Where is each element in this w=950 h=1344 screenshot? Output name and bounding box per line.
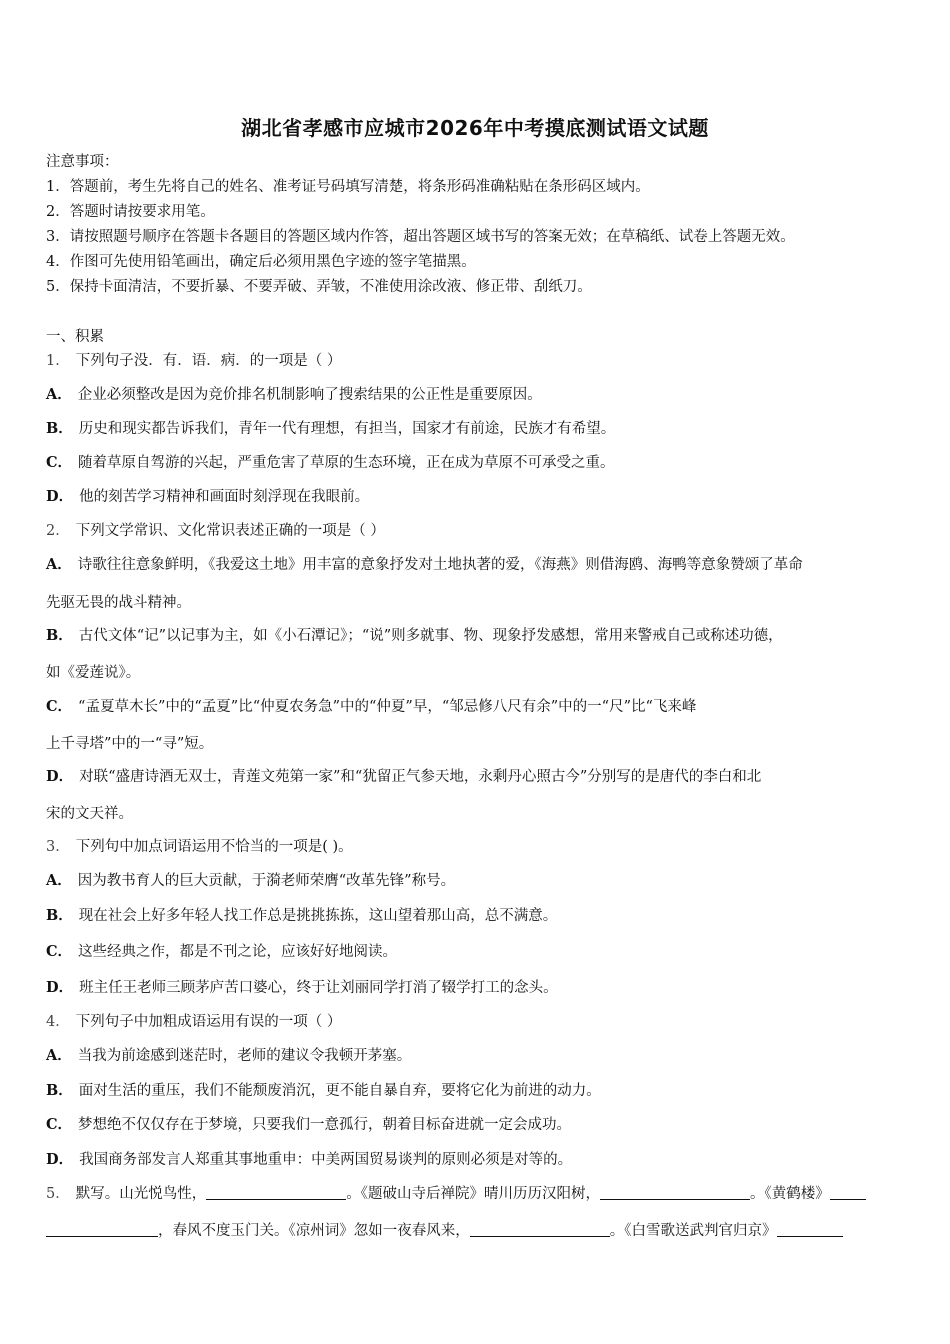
question-number: 1． xyxy=(46,353,70,369)
option-d: D． 班主任王老师三顾茅庐苦口婆心，终于让刘丽同学打消了辍学打工的念头。 xyxy=(46,979,558,996)
option-b-cont: 如《爱莲说》。 xyxy=(46,665,141,681)
page-title: 湖北省孝感市应城市2026年中考摸底测试语文试题 xyxy=(241,116,709,140)
section-heading: 一、积累 xyxy=(46,329,104,345)
question-number: 2． xyxy=(46,523,70,539)
question-number: 4． xyxy=(46,1014,70,1030)
notice-heading: 注意事项： xyxy=(46,154,119,170)
option-d: D． 我国商务部发言人郑重其事地重申：中美两国贸易谈判的原则必须是对等的。 xyxy=(46,1151,573,1168)
question-cont: ，春风不度玉门关。《凉州词》忽如一夜春风来， 。《白雪歌送武判官归京》 xyxy=(46,1221,908,1241)
option-c: C． 梦想绝不仅仅存在于梦境，只要我们一意孤行，朝着目标奋进就一定会成功。 xyxy=(46,1116,572,1133)
notice-item: 4．作图可先使用铅笔画出，确定后必须用黑色字迹的签字笔描黑。 xyxy=(46,254,476,270)
notice-item: 5．保持卡面清洁，不要折暴、不要弄破、弄皱，不准使用涂改液、修正带、刮纸刀。 xyxy=(46,279,592,295)
notice-item: 3．请按照题号顺序在答题卡各题目的答题区域内作答，超出答题区域书写的答案无效；在草稿纸、试卷上答题无效。 xyxy=(46,229,795,245)
option-a: A． 企业必须整改是因为竞价排名机制影响了搜索结果的公正性是重要原因。 xyxy=(46,386,542,403)
option-a: A． 诗歌往往意象鲜明，《我爱这土地》用丰富的意象抒发对土地执著的爱，《海燕》则借海鸥、海鸭等意象赞颂了革命 xyxy=(46,556,803,573)
question-number: 3． xyxy=(46,839,70,855)
answer-blank[interactable] xyxy=(46,1222,158,1237)
answer-blank[interactable] xyxy=(830,1185,866,1200)
question-text: 下列句子中加粗成语运用有误的一项（ ） xyxy=(75,1014,342,1030)
option-b: B． 历史和现实都告诉我们，青年一代有理想，有担当，国家才有前途，民族才有希望。 xyxy=(46,420,616,437)
question-stem: 5． 默写。山光悦鸟性， 。《题破山寺后禅院》晴川历历汉阳树， 。《黄鹤楼》 xyxy=(46,1184,908,1204)
question-text: 下列文学常识、文化常识表述正确的一项是（ ） xyxy=(75,523,385,539)
question-text: 下列句中加点词语运用不恰当的一项是( )。 xyxy=(75,839,353,855)
option-b: B． 古代文体“记”以记事为主，如《小石潭记》；“说”则多就事、物、现象抒发感想，常用来警戒自己或称述功德， xyxy=(46,627,783,644)
question-number: 5． xyxy=(46,1186,70,1202)
question-text: 下列句子没．有．语．病．的一项是（ ） xyxy=(75,353,342,369)
answer-blank[interactable] xyxy=(600,1185,750,1200)
option-b: B． 现在社会上好多年轻人找工作总是挑挑拣拣，这山望着那山高，总不满意。 xyxy=(46,907,558,924)
option-c: C． “孟夏草木长”中的“孟夏”比“仲夏农务急”中的“仲夏”早，“邹忌修八尺有余”中的一“尺”比“飞来峰 xyxy=(46,698,697,715)
option-c-cont: 上千寻塔”中的一“寻”短。 xyxy=(46,736,214,752)
option-c: C． 这些经典之作，都是不刊之论，应该好好地阅读。 xyxy=(46,943,398,960)
question-stem xyxy=(46,351,908,371)
option-a-cont: 先驱无畏的战斗精神。 xyxy=(46,595,191,611)
question-stem xyxy=(46,521,908,541)
option-d: D． 对联“盛唐诗酒无双士，青莲文苑第一家”和“犹留正气参天地，永剩丹心照古今”分别写的是唐代的李白和北 xyxy=(46,768,762,785)
option-b: B． 面对生活的重压，我们不能颓废消沉，更不能自暴自弃，要将它化为前进的动力。 xyxy=(46,1082,601,1099)
question-stem xyxy=(46,837,908,857)
answer-blank[interactable] xyxy=(777,1222,843,1237)
option-a: A． 因为教书育人的巨大贡献，于漪老师荣膺“改革先锋”称号。 xyxy=(46,872,456,889)
option-d-cont: 宋的文天祥。 xyxy=(46,806,133,822)
question-stem xyxy=(46,1012,908,1032)
option-d: D． 他的刻苦学习精神和画面时刻浮现在我眼前。 xyxy=(46,488,370,505)
option-c: C． 随着草原自驾游的兴起，严重危害了草原的生态环境，正在成为草原不可承受之重。 xyxy=(46,454,615,471)
answer-blank[interactable] xyxy=(206,1185,346,1200)
answer-blank[interactable] xyxy=(470,1222,610,1237)
notice-item: 2．答题时请按要求用笔。 xyxy=(46,204,215,220)
option-a: A． 当我为前途感到迷茫时，老师的建议令我顿开茅塞。 xyxy=(46,1047,412,1064)
notice-item: 1．答题前，考生先将自己的姓名、准考证号码填写清楚，将条形码准确粘贴在条形码区域内。 xyxy=(46,179,650,195)
